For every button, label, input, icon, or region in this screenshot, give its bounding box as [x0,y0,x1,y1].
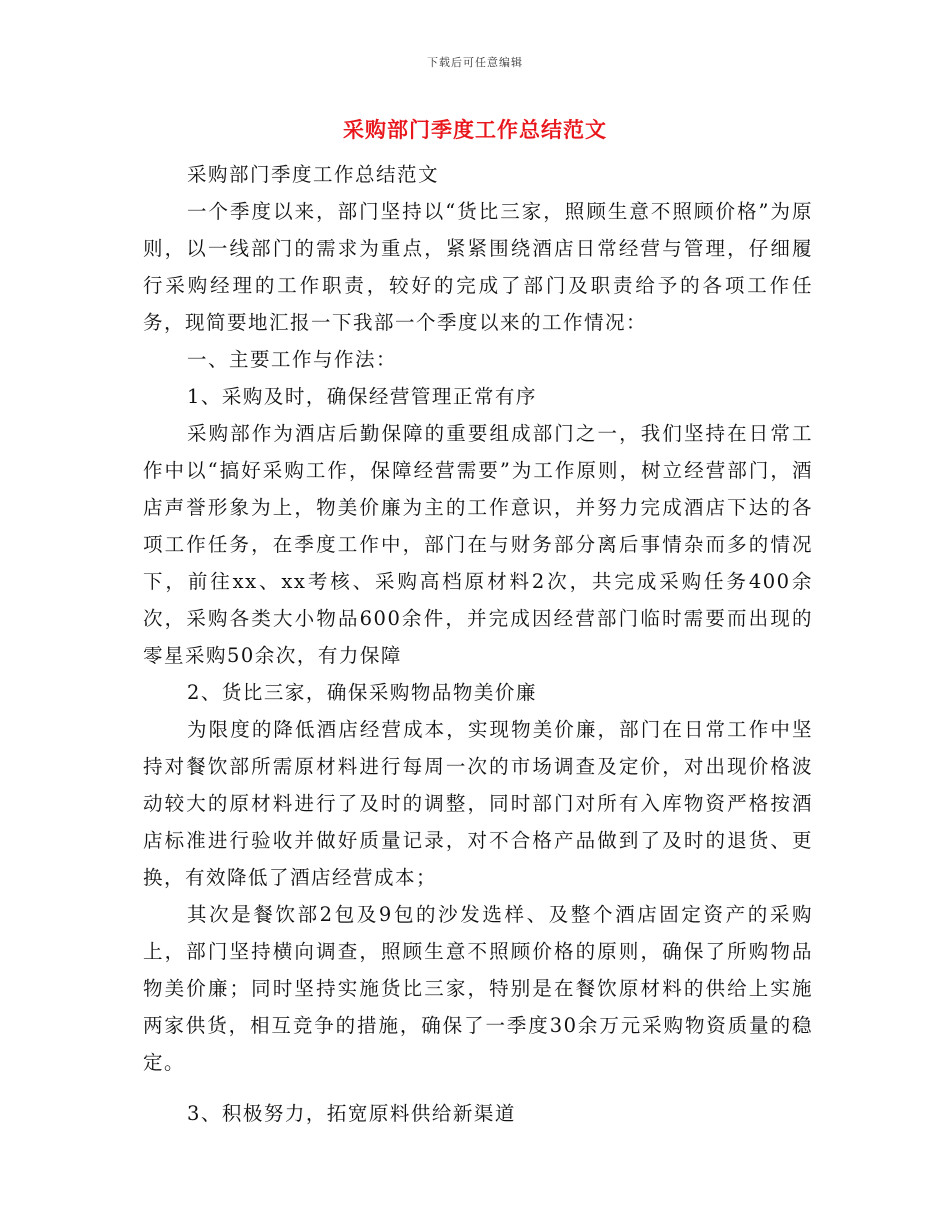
paragraph-intro: 一个季度以来，部门坚持以“货比三家，照顾生意不照顾价格”为原则，以一线部门的需求为重点，紧紧围绕酒店日常经营与管理，仔细履行采购经理的工作职责，较好的完成了部门及职责给予的各项工作任务，现简要地汇报一下我部一个季度以来的工作情况： [143,200,813,334]
section-heading-main-work: 一、主要工作与作法： [187,348,398,371]
paragraph-sofa-selection: 其次是餐饮部2包及9包的沙发选样、及整个酒店固定资产的采购上，部门坚持横向调查，照顾生意不照顾价格的原则，确保了所购物品物美价廉；同时坚持实施货比三家，特别是在餐饮原材料的供给上实施两家供货，相互竞争的措施，确保了一季度30余万元采购物资质量的稳定。 [143,903,813,1074]
subheading-compare-three: 2、货比三家，确保采购物品物美价廉 [187,681,537,704]
paragraph-purchasing-dept: 采购部作为酒店后勤保障的重要组成部门之一，我们坚持在日常工作中以“搞好采购工作，保障经营需要”为工作原则，树立经营部门，酒店声誉形象为上，物美价廉为主的工作意识，并努力完成酒店下达的各项工作任务，在季度工作中，部门在与财务部分离后事情杂而多的情况下，前往xx、xx考核、采购高档原材料2次，共完成采购任务400余次，采购各类大小物品600余件，并完成因经营部门临时需要而出现的零星采购50余次，有力保障 [143,422,813,667]
document-title: 采购部门季度工作总结范文 [343,118,607,142]
paragraph-subtitle: 采购部门季度工作总结范文 [187,163,440,186]
document-body [143,156,813,1132]
subheading-timely-purchasing: 1、采购及时，确保经营管理正常有序 [187,385,537,408]
subheading-new-channels: 3、积极努力，拓宽原料供给新渠道 [187,1102,516,1125]
paragraph-cost-reduction: 为限度的降低酒店经营成本，实现物美价廉，部门在日常工作中坚持对餐饮部所需原材料进行每周一次的市场调查及定价，对出现价格波动较大的原材料进行了及时的调整，同时部门对所有入库物资严格按酒店标准进行验收并做好质量记录，对不合格产品做到了及时的退货、更换，有效降低了酒店经营成本； [143,718,813,889]
header-note: 下载后可任意编辑 [427,56,523,69]
